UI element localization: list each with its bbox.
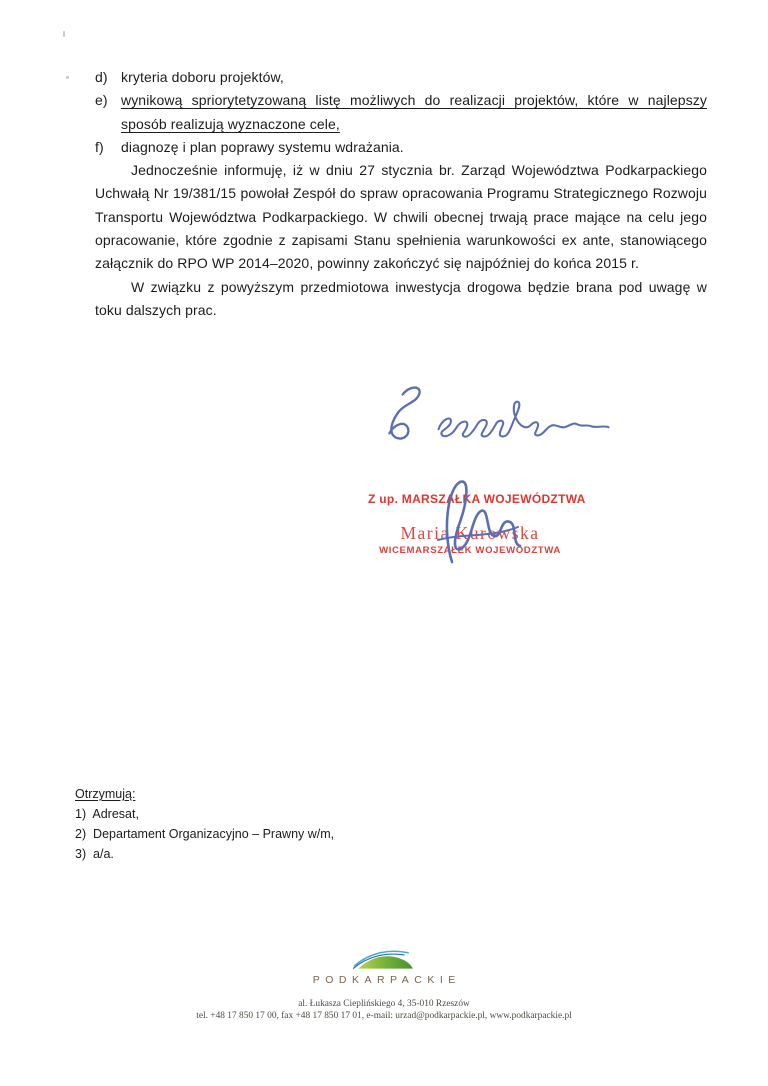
org-logo bbox=[307, 946, 461, 986]
handwritten-signature bbox=[420, 466, 524, 570]
distribution-item: 3) a/a. bbox=[75, 847, 114, 861]
handwriting-ink-icon bbox=[372, 376, 628, 460]
list-marker: e) bbox=[95, 92, 108, 109]
stamp-signer-name: Maria Kurowska bbox=[400, 523, 540, 543]
page-footer bbox=[0, 946, 768, 1023]
handwritten-closing bbox=[372, 376, 628, 460]
footer-contact-line: tel. +48 17 850 17 00, fax +48 17 850 17 01, e-mail: urzad@podkarpackie.pl, www.podkarpackie.pl bbox=[196, 1010, 572, 1021]
distribution-heading: Otrzymują: bbox=[75, 787, 136, 801]
logo-hill-icon bbox=[353, 946, 415, 972]
paragraph: W związku z powyższym przedmiotowa inwestycja drogowa będzie brana pod uwagę w toku dalszych prac. bbox=[95, 278, 707, 318]
official-stamp bbox=[368, 492, 586, 556]
distribution-item: 1) Adresat, bbox=[75, 807, 139, 821]
footer-address-block bbox=[0, 999, 768, 1023]
stamp-signer-title: WICEMARSZAŁEK WOJEWÓDZTWA bbox=[379, 545, 561, 556]
distribution-item: 2) Departament Organizacyjno – Prawny w/m, bbox=[75, 827, 335, 841]
list-marker: d) bbox=[95, 69, 108, 85]
list-text-underlined: wynikową spriorytetyzowaną listę możliwych do realizacji projektów, które w najlepszy sposób realizują wyznaczone cele, bbox=[121, 92, 707, 132]
scan-speck bbox=[66, 76, 69, 79]
paragraph: Jednocześnie informuję, iż w dniu 27 stycznia br. Zarząd Województwa Podkarpackiego Uchwałą Nr 19/381/15 powołał Zespół do spraw opracowania Programu Strategicznego Rozwoju Transportu Województwa Podkarpackiego. W chwili obecnej trwają prace mające na celu jego opracowanie, które zgodnie z zapisami Stanu spełnienia warunkowości ex ante, stanowiącego załącznik do RPO WP 2014–2020, powinny zakończyć się najpóźniej do końca 2015 r. bbox=[95, 162, 707, 272]
list-marker: f) bbox=[95, 138, 104, 155]
distribution-list bbox=[75, 784, 334, 864]
list-text: diagnozę i plan poprawy systemu wdrażania. bbox=[121, 138, 404, 155]
list-item-f bbox=[95, 136, 707, 159]
list-item-d bbox=[95, 66, 707, 89]
signature-ink-icon bbox=[420, 466, 524, 570]
stamp-authorization-line: Z up. MARSZAŁKA WOJEWÓDZTWA bbox=[368, 492, 586, 506]
list-text: kryteria doboru projektów, bbox=[121, 69, 284, 85]
footer-address-line: al. Łukasza Cieplińskiego 4, 35-010 Rzeszów bbox=[298, 999, 470, 1009]
scan-speck bbox=[63, 31, 65, 37]
body-text bbox=[95, 66, 707, 322]
logo-wordmark: PODKARPACKIE bbox=[312, 974, 461, 986]
list-item-e bbox=[95, 89, 707, 136]
